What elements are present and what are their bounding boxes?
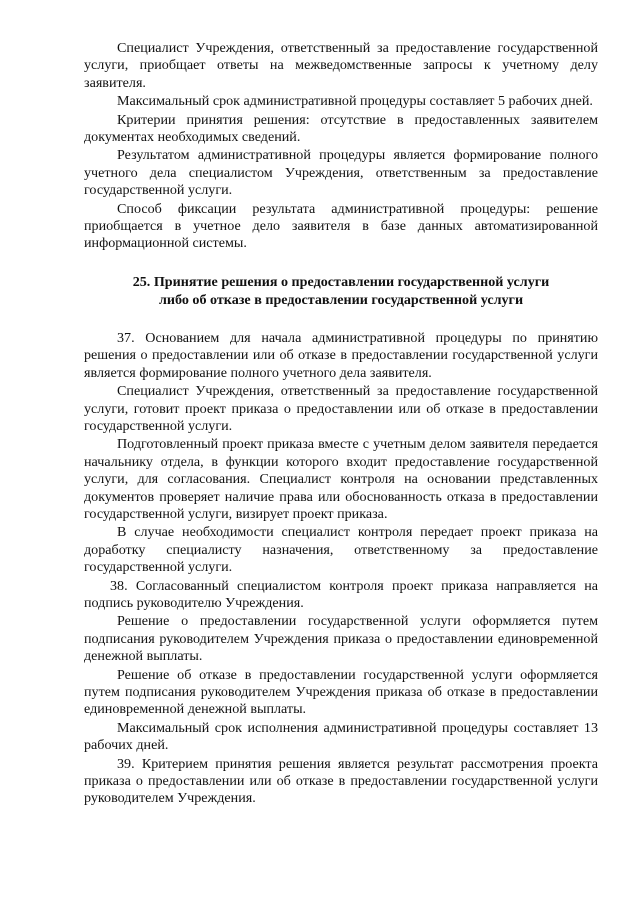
paragraph: Максимальный срок административной процедуры составляет 5 рабочих дней. <box>117 93 593 110</box>
section-heading-line-1: 25. Принятие решения о предоставлении государственной услуги <box>132 273 550 290</box>
paragraph: Подготовленный проект приказа вместе с учетным делом заявителя передается начальнику отдела, в функции которого входит предоставление государственной услуги, для согласования. Специалист контроля на основании представленных документов проверяет наличие права или обоснованность отказа в предоставлении государственной услуги, визирует проект приказа. <box>84 436 598 522</box>
paragraph: Решение об отказе в предоставлении государственной услуги оформляется путем подписания руководителем Учреждения приказа об отказе в предоставлении единовременной денежной выплаты. <box>84 666 598 718</box>
paragraph-item-38: 38. Согласованный специалистом контроля проект приказа направляется на подпись руководителю Учреждения. <box>84 577 598 611</box>
paragraph: Способ фиксации результата административной процедуры: решение приобщается в учетное дело заявителя в базе данных автоматизированной информационной системы. <box>84 200 598 252</box>
paragraph: Максимальный срок исполнения административной процедуры составляет 13 рабочих дней. <box>84 719 598 754</box>
paragraph-item-39: 39. Критерием принятия решения является результат рассмотрения проекта приказа о предоставлении или об отказе в предоставлении государственной услуги руководителем Учреждения. <box>84 755 598 807</box>
paragraph: Решение о предоставлении государственной услуги оформляется путем подписания руководителем Учреждения приказа о предоставлении единовременной денежной выплаты. <box>84 613 598 665</box>
section-heading-line-2: либо об отказе в предоставлении государственной услуги <box>158 291 524 308</box>
paragraph: Специалист Учреждения, ответственный за предоставление государственной услуги, приобщает ответы на межведомственные запросы к учетному делу заявителя. <box>84 40 598 91</box>
paragraph: В случае необходимости специалист контроля передает проект приказа на доработку специалисту назначения, ответственному за предоставление государственной услуги. <box>84 524 598 576</box>
section-heading <box>84 273 598 309</box>
document-page <box>84 40 598 809</box>
paragraph: Специалист Учреждения, ответственный за предоставление государственной услуги, готовит проект приказа о предоставлении или об отказе в предоставлении государственной услуги. <box>84 383 598 434</box>
paragraph-item-37: 37. Основанием для начала административной процедуры по принятию решения о предоставлении или об отказе в предоставлении государственной услуги является формирование полного учетного дела заявителя. <box>84 329 598 381</box>
paragraph: Результатом административной процедуры является формирование полного учетного дела специалистом Учреждения, ответственным за предоставление государственной услуги. <box>84 147 598 199</box>
paragraph: Критерии принятия решения: отсутствие в предоставленных заявителем документах необходимых сведений. <box>84 111 598 146</box>
